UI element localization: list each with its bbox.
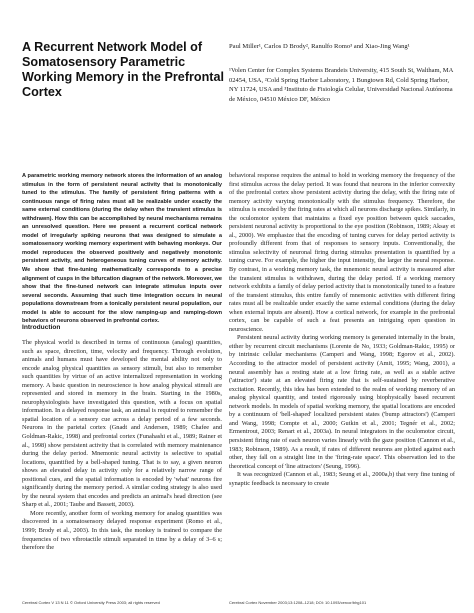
section-heading-introduction: Introduction <box>22 324 61 331</box>
body-paragraph: The physical world is described in terms of continuous (analog) quantities, such as space, direction, time, velocity and frequency. Through evolution, animals and humans must have developed the mental ability not only to encode analog physical quantities as sensory stimuli, but also to remember such quantities by virtue of an active internalized representation in working memory. A basic question in neuroscience is how analog physical stimuli are represented and stored in memory in the brain. Starting in the 1980s, neurophysiologists have investigated this question, with a focus on spatial information. In a delayed response task, an animal is required to remember the spatial location of a sensory cue across a delay period of a few seconds. Neurons in the parietal cortex (Gnadt and Andersen, 1989; Chafee and Goldman-Rakic, 1998) and prefrontal cortex (Funahashi et al., 1989; Rainer et al., 1998) show persistent activity that is correlated with memory maintenance during the delay period. Mnemonic neural activity is selective to spatial locations, quantified by a bell-shaped tuning. That is to say, a given neuron shows an elevated delay in activity only for a relatively narrow range of positional cues, and the spatial information is encoded by 'what' neurons fire significantly during the memory period. A similar coding strategy is also used by the neural system that encodes and predicts an animal's head direction (see Sharp et al., 2001; Taube and Bassett, 2003). <box>22 339 222 509</box>
affiliations <box>229 66 454 104</box>
right-column-body <box>229 172 455 592</box>
footer-citation: Cerebral Cortex November 2003;13:1208–1218; DOI: 10.1093/cercor/bhg101 <box>229 600 367 605</box>
body-paragraph: Persistent neural activity during working memory is generated internally in the brain, either by recurrent circuit mechanisms (Lorente de No, 1933; Goldman-Rakic, 1995) or by intrinsic cellular mechanisms (Camperi and Wang, 1998; Egorov et al., 2002). According to the attractor model of persistent activity (Amit, 1995; Wang, 2001), a neural assembly has a resting state at a low firing rate, as well as a stable active ('attractor') state at an elevated firing rate that is self-sustained by reverberative excitation. Recently, this idea has been extended to the realm of working memory of an analog physical quantity, and tested rigorously using biophysically based recurrent network models. In models of spatial working memory, the spatial locations are encoded by a continuum of 'bell-shaped' localized persistent states ('bump attractors') (Camperi and Wang, 1998; Compte et al., 2000; Gutkin et al., 2001; Tegnér et al., 2002; Ermentrout, 2003; Renart et al., 2003a). In neural integrators in the oculomotor circuit, persistent firing rate of each neuron varies linearly with the gaze position (Cannon et al., 1983; Robinson, 1989). As a result, if rates of different neurons are plotted against each other, they fall on a straight line in the 'firing-rate space'. This observation led to the theoretical concept of 'line attractors' (Seung, 1996). <box>229 334 455 470</box>
body-paragraph: It was recognized (Cannon et al., 1983; Seung et al., 2000a,b) that very fine tuning of synaptic feedback is necessary to create <box>229 471 455 487</box>
author-list: Paul Miller¹, Carlos D Brody², Ranulfo Romo³ and Xiao-Jing Wang¹ <box>229 43 410 50</box>
abstract: A parametric working memory network stores the information of an analog stimulus in the form of persistent neural activity that is monotonically tuned to the stimulus. The family of persistent firing patterns with a continuous range of firing rates must all be realizable under exactly the same external conditions (during the delay when the transient stimulus is withdrawn). How this can be accomplished by neural mechanisms remains an unresolved question. Here we present a recurrent cortical network model of irregularly spiking neurons that was designed to simulate a somatosensory working memory experiment with behaving monkeys. Our model reproduces the observed positively and negatively monotonic persistent activity, and heterogeneous tuning curves of memory activity. We show that fine-tuning mathematically corresponds to a precise alignment of cusps in the bifurcation diagram of the network. Moreover, we show that the fine-tuned network can integrate stimulus inputs over several seconds. Assuming that such time integration occurs in neural populations downstream from a tonically persistent neural population, our model is able to account for the slow ramping-up and ramping-down behaviors of neurons observed in prefrontal cortex. <box>22 173 222 325</box>
paper-title: A Recurrent Network Model of Somatosensory Parametric Working Memory in the Prefrontal Cortex <box>22 40 224 99</box>
body-paragraph: behavioral response requires the animal to hold in working memory the frequency of the first stimulus across the delay period. It was found that neurons in the inferior convexity of the prefrontal cortex show persistent activity during the delay, with the firing rate of memory activity varying monotonically with the stimulus frequency. Therefore, the stimulus is encoded by the firing rates at which all neurons discharge spikes. Similarly, in the oculomotor system that maintains a fixed eye position between quick saccades, persistent neuronal activity is proportional to the eye position (Robinson, 1989; Aksay et al., 2000). We emphasize that the encoding of tuning curves for delay period activity is profoundly different from that of responses to sensory inputs. Conventionally, the stimulus selectivity of neuronal firing during stimulus presentation is quantified by a tuning curve. For example, the higher the input intensity, the larger the neural response. By contrast, in a working memory task, the mnemonic neural activity is measured after the transient stimulus is withdrawn, during the delay period. If a working memory network exhibits a family of delay period activity that is monotonically tuned to a feature of the transient stimulus, this entire family of mnemonic activities with different firing rates must all be realizable under exactly the same external conditions (during the delay when external inputs are absent). How a cortical network, for example in the prefrontal cortex, can be capable of such a feat presents an intriguing open question in neuroscience. <box>229 172 455 333</box>
footer-journal-info: Cerebral Cortex V 13 N 11 © Oxford University Press 2003; all rights reserved <box>22 600 160 605</box>
left-column-body <box>22 339 222 589</box>
affiliation-text: ¹Volen Center for Complex Systems Brandeis University, 415 South St, Waltham, MA 02454, USA, ²Cold Spring Harbor Laboratory, 1 Bungtown Rd, Cold Spring Harbor, NY 11724, USA and ³Instituto de Fisiología Celular, Universidad Nacional Autónoma de México, 04510 México DF, México <box>229 67 453 103</box>
body-paragraph: More recently, another form of working memory for analog quantities was discovered in a somatosensory delayed response experiment (Romo et al., 1999; Brody et al., 2003). In this task, the monkey is trained to compare the frequencies of two vibrotactile stimuli separated in time by a delay of 3–6 s; therefore the <box>22 509 222 552</box>
